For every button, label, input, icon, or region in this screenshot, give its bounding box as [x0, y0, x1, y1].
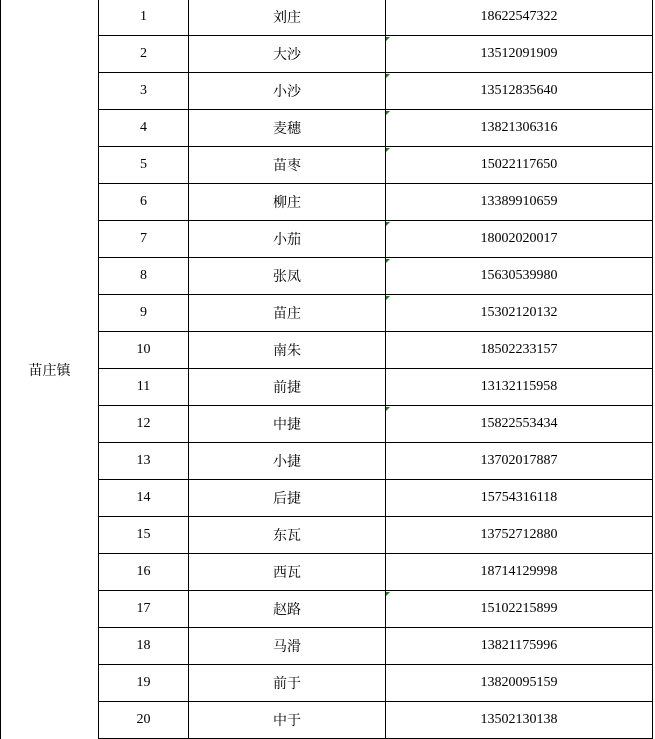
- row-number-cell[interactable]: [99, 554, 188, 590]
- phone-text: 18002020017: [480, 231, 558, 246]
- village-name-text: 张凤: [273, 269, 301, 285]
- village-name-text: 中于: [273, 713, 301, 729]
- village-name-cell[interactable]: [189, 628, 385, 664]
- village-name-cell[interactable]: [189, 665, 385, 701]
- phone-text: 18502233157: [480, 342, 558, 357]
- phone-cell[interactable]: [386, 517, 652, 553]
- phone-text: 13702017887: [480, 453, 558, 468]
- row-number-text: 17: [136, 601, 151, 616]
- phone-cell[interactable]: [386, 332, 652, 368]
- cell-error-indicator-icon[interactable]: [386, 296, 390, 300]
- cell-error-indicator-icon[interactable]: [386, 111, 390, 115]
- village-name-cell[interactable]: [189, 517, 385, 553]
- phone-cell[interactable]: [386, 73, 652, 109]
- village-name-cell[interactable]: [189, 369, 385, 405]
- village-name-text: 前捷: [273, 380, 301, 396]
- village-name-text: 南朱: [273, 343, 301, 359]
- row-number-text: 12: [136, 416, 151, 431]
- row-number-cell[interactable]: [99, 0, 188, 35]
- village-name-cell[interactable]: [189, 184, 385, 220]
- village-name-cell[interactable]: [189, 591, 385, 627]
- village-name-cell[interactable]: [189, 221, 385, 257]
- phone-cell[interactable]: [386, 369, 652, 405]
- village-name-cell[interactable]: [189, 443, 385, 479]
- phone-text: 13389910659: [480, 194, 558, 209]
- village-name-text: 刘庄: [273, 10, 301, 26]
- village-name-text: 中捷: [273, 417, 301, 433]
- phone-cell[interactable]: [386, 147, 652, 183]
- row-number-text: 4: [140, 120, 147, 135]
- phone-text: 15754316118: [480, 490, 558, 505]
- phone-text: 13512091909: [480, 46, 558, 61]
- row-number-cell[interactable]: [99, 184, 188, 220]
- phone-text: 15302120132: [480, 305, 558, 320]
- phone-cell[interactable]: [386, 184, 652, 220]
- row-number-cell[interactable]: [99, 591, 188, 627]
- cell-error-indicator-icon[interactable]: [386, 222, 390, 226]
- village-name-cell[interactable]: [189, 147, 385, 183]
- row-number-cell[interactable]: [99, 73, 188, 109]
- phone-cell[interactable]: [386, 665, 652, 701]
- village-name-cell[interactable]: [189, 702, 385, 738]
- village-name-cell[interactable]: [189, 332, 385, 368]
- row-number-cell[interactable]: [99, 702, 188, 738]
- phone-cell[interactable]: [386, 406, 652, 442]
- row-number-cell[interactable]: [99, 36, 188, 72]
- phone-cell[interactable]: [386, 110, 652, 146]
- phone-text: 13752712880: [480, 527, 558, 542]
- row-number-text: 11: [136, 379, 151, 394]
- village-name-cell[interactable]: [189, 480, 385, 516]
- row-number-text: 13: [136, 453, 151, 468]
- town-cell[interactable]: [1, 0, 98, 739]
- village-name-text: 小捷: [273, 454, 301, 470]
- cell-error-indicator-icon[interactable]: [386, 148, 390, 152]
- phone-cell[interactable]: [386, 591, 652, 627]
- village-name-cell[interactable]: [189, 36, 385, 72]
- row-number-text: 19: [136, 675, 151, 690]
- phone-text: 13821306316: [480, 120, 558, 135]
- row-number-text: 2: [140, 46, 147, 61]
- row-number-cell[interactable]: [99, 443, 188, 479]
- village-name-text: 苗枣: [273, 158, 301, 174]
- row-number-text: 10: [136, 342, 151, 357]
- row-number-cell[interactable]: [99, 221, 188, 257]
- row-number-text: 5: [140, 157, 147, 172]
- row-number-text: 9: [140, 305, 147, 320]
- cell-error-indicator-icon[interactable]: [386, 592, 390, 596]
- row-number-text: 16: [136, 564, 151, 579]
- village-name-cell[interactable]: [189, 110, 385, 146]
- village-name-text: 赵路: [273, 602, 301, 618]
- village-name-text: 后捷: [273, 491, 301, 507]
- phone-text: 15102215899: [480, 601, 558, 616]
- phone-text: 13512835640: [480, 83, 558, 98]
- village-name-cell[interactable]: [189, 0, 385, 35]
- village-name-text: 小沙: [273, 84, 301, 100]
- village-name-text: 西瓦: [273, 565, 301, 581]
- phone-cell[interactable]: [386, 554, 652, 590]
- grid-line: [652, 0, 653, 739]
- cell-error-indicator-icon[interactable]: [386, 407, 390, 411]
- phone-text: 13132115958: [480, 379, 558, 394]
- row-number-cell[interactable]: [99, 517, 188, 553]
- phone-cell[interactable]: [386, 628, 652, 664]
- row-number-cell[interactable]: [99, 665, 188, 701]
- row-number-text: 3: [140, 83, 147, 98]
- phone-cell[interactable]: [386, 258, 652, 294]
- row-number-text: 18: [136, 638, 151, 653]
- phone-cell[interactable]: [386, 702, 652, 738]
- phone-cell[interactable]: [386, 480, 652, 516]
- row-number-cell[interactable]: [99, 406, 188, 442]
- row-number-text: 20: [136, 712, 151, 727]
- phone-text: 13820095159: [480, 675, 558, 690]
- phone-text: 15822553434: [480, 416, 558, 431]
- row-number-text: 7: [140, 231, 147, 246]
- phone-text: 13502130138: [480, 712, 558, 727]
- village-name-cell[interactable]: [189, 73, 385, 109]
- phone-text: 15630539980: [480, 268, 558, 283]
- town-name: 苗庄镇: [28, 362, 71, 379]
- row-number-text: 8: [140, 268, 147, 283]
- phone-cell[interactable]: [386, 443, 652, 479]
- row-number-cell[interactable]: [99, 258, 188, 294]
- phone-cell[interactable]: [386, 36, 652, 72]
- village-name-text: 苗庄: [273, 306, 301, 322]
- phone-text: 18622547322: [480, 9, 558, 24]
- village-name-cell[interactable]: [189, 554, 385, 590]
- row-number-cell[interactable]: [99, 480, 188, 516]
- cell-error-indicator-icon[interactable]: [386, 37, 390, 41]
- village-name-text: 东瓦: [273, 528, 301, 544]
- row-number-cell[interactable]: [99, 110, 188, 146]
- row-number-cell[interactable]: [99, 295, 188, 331]
- row-number-cell[interactable]: [99, 332, 188, 368]
- cell-error-indicator-icon[interactable]: [386, 74, 390, 78]
- row-number-text: 1: [140, 9, 147, 24]
- village-name-text: 前于: [273, 676, 301, 692]
- village-name-cell[interactable]: [189, 295, 385, 331]
- row-number-cell[interactable]: [99, 628, 188, 664]
- row-number-text: 14: [136, 490, 151, 505]
- phone-text: 13821175996: [480, 638, 558, 653]
- row-number-cell[interactable]: [99, 147, 188, 183]
- village-name-text: 麦穗: [273, 121, 301, 137]
- row-number-text: 15: [136, 527, 151, 542]
- village-name-text: 马滑: [273, 639, 301, 655]
- village-name-text: 小茄: [273, 232, 301, 248]
- village-name-text: 柳庄: [273, 195, 301, 211]
- village-name-cell[interactable]: [189, 258, 385, 294]
- village-name-text: 大沙: [273, 47, 301, 63]
- phone-text: 15022117650: [480, 157, 558, 172]
- row-number-text: 6: [140, 194, 147, 209]
- row-number-cell[interactable]: [99, 369, 188, 405]
- cell-error-indicator-icon[interactable]: [386, 259, 390, 263]
- phone-text: 18714129998: [480, 564, 558, 579]
- phone-cell[interactable]: [386, 221, 652, 257]
- phone-cell[interactable]: [386, 0, 652, 35]
- phone-cell[interactable]: [386, 295, 652, 331]
- village-name-cell[interactable]: [189, 406, 385, 442]
